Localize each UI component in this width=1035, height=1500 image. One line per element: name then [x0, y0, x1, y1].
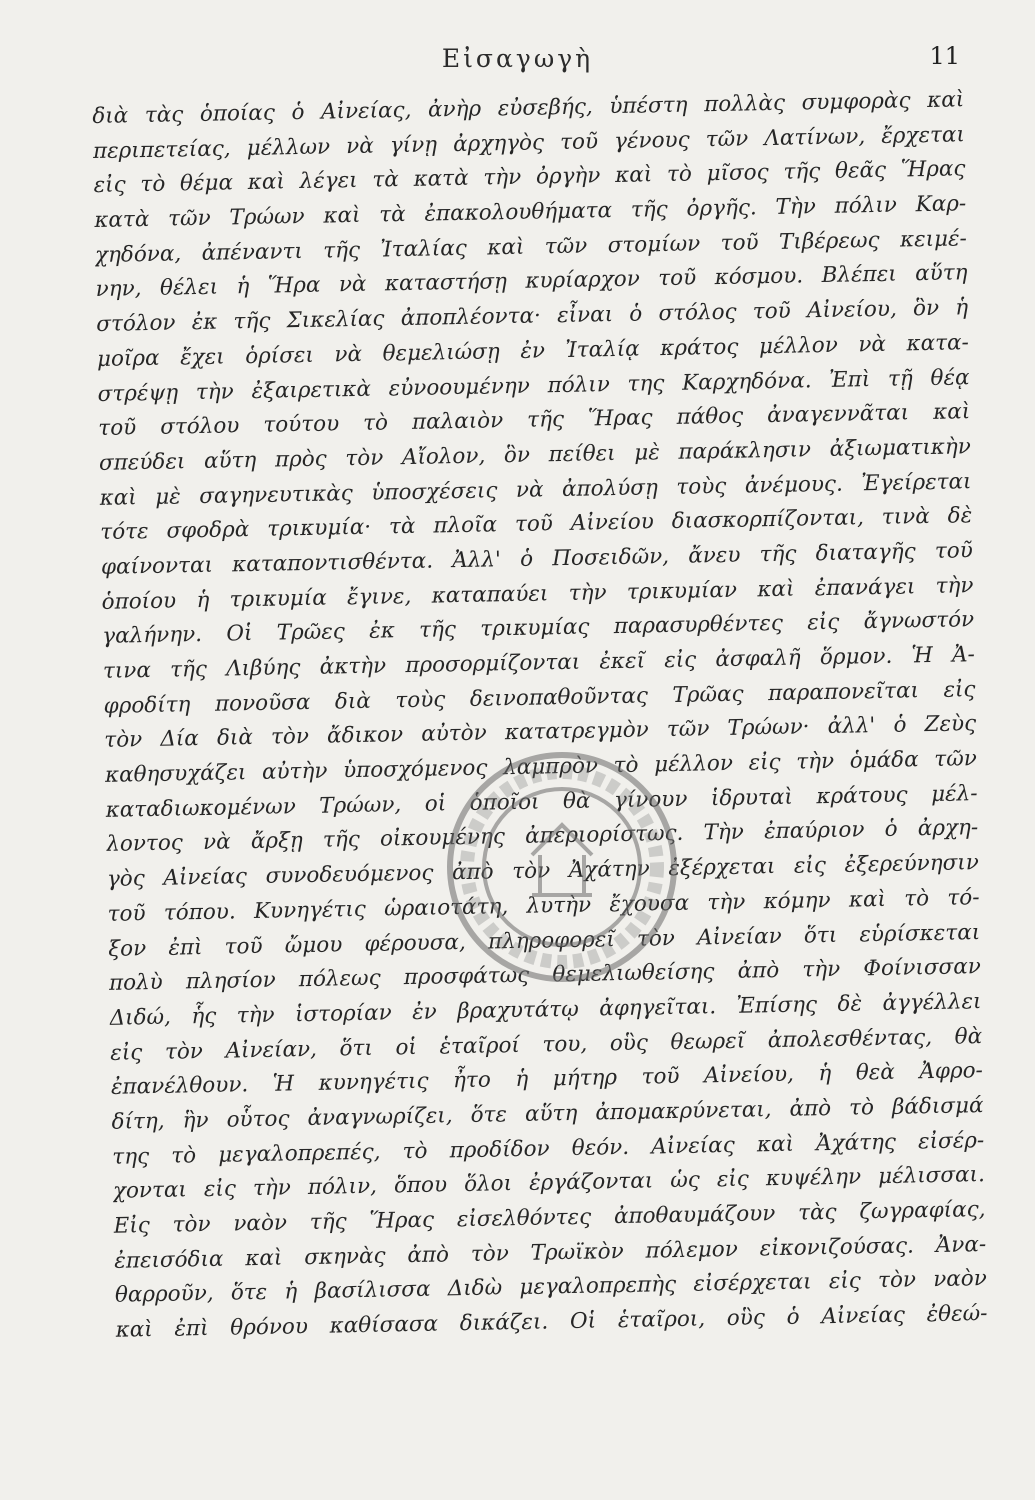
text-line: καταδιωκομένων Τρώων, οἱ ὁποῖοι θὰ γίνουν ἱδρυταὶ κράτους μέλ-: [105, 780, 978, 823]
text-line: λοντος νὰ ἄρξῃ τῆς οἰκουμένης ἀπεριορίστως. Τὴν ἐπαύριον ὁ ἀρχη-: [106, 815, 979, 858]
text-line: ἐπανέλθουν. Ἡ κυνηγέτις ἦτο ἡ μήτηρ τοῦ Αἰνείου, ἡ θεὰ Ἀφρο-: [110, 1058, 984, 1101]
text-line: στόλον ἐκ τῆς Σικελίας ἀποπλέοντα· εἶναι ὁ στόλος τοῦ Αἰνείου, ὃν ἡ: [96, 295, 969, 338]
running-header: [0, 40, 1035, 80]
text-line: κατὰ τῶν Τρώων καὶ τὰ ἐπακολουθήματα τῆς ὀργῆς. Τὴν πόλιν Καρ-: [94, 191, 967, 234]
text-line: χονται εἰς τὴν πόλιν, ὅπου ὅλοι ἐργάζονται ὡς εἰς κυψέλην μέλισσαι.: [112, 1162, 986, 1205]
text-line: τοῦ στόλου τούτου τὸ παλαιὸν τῆς Ἥρας πάθος ἀναγεννᾶται καὶ: [98, 399, 971, 442]
text-line: ὁποίου ἡ τρικυμία ἔγινε, καταπαύει τὴν τρικυμίαν καὶ ἐπανάγει τὴν: [101, 572, 974, 615]
text-line: καὶ μὲ σαγηνευτικὰς ὑποσχέσεις νὰ ἀπολύσῃ τοὺς ἀνέμους. Ἐγείρεται: [99, 468, 972, 511]
text-line: περιπετείας, μέλλων νὰ γίνῃ ἀρχηγὸς τοῦ γένους τῶν Λατίνων, ἔρχεται: [92, 121, 966, 164]
text-line: φαίνονται καταποντισθέντα. Ἀλλ' ὁ Ποσειδῶν, ἄνευ τῆς διαταγῆς τοῦ: [100, 538, 974, 580]
text-line: Διδώ, ἧς τὴν ἱστορίαν ἐν βραχυτάτῳ ἀφηγεῖται. Ἐπίσης δὲ ἀγγέλλει: [109, 988, 982, 1031]
text-line: πολὺ πλησίον πόλεως προσφάτως θεμελιωθείσης ἀπὸ τὴν Φοίνισσαν: [108, 954, 982, 997]
text-line: της τὸ μεγαλοπρεπές, τὸ προδίδον θεόν. Αἰνείας καὶ Ἀχάτης εἰσέρ-: [112, 1127, 985, 1170]
page-number: 11: [929, 42, 960, 70]
text-line: τότε σφοδρὰ τρικυμία· τὰ πλοῖα τοῦ Αἰνείου διασκορπίζονται, τινὰ δὲ: [100, 503, 973, 546]
text-line: φροδίτη πονοῦσα διὰ τοὺς δεινοπαθοῦντας Τρῶας παραπονεῖται εἰς: [103, 676, 976, 719]
text-line: διὰ τὰς ὁποίας ὁ Αἰνείας, ἀνὴρ εὐσεβής, ὑπέστη πολλὰς συμφορὰς καὶ: [92, 87, 965, 129]
text-line: ξον ἐπὶ τοῦ ὤμου φέρουσα, πληροφορεῖ τὸν Αἰνείαν ὅτι εὑρίσκεται: [108, 919, 981, 962]
text-line: στρέψῃ τὴν ἐξαιρετικὰ εὐνοουμένην πόλιν της Καρχηδόνα. Ἐπὶ τῇ θέᾳ: [97, 364, 970, 407]
text-line: Εἰς τὸν ναὸν τῆς Ἥρας εἰσελθόντες ἀποθαυμάζουν τὰς ζωγραφίας,: [113, 1197, 986, 1239]
running-title: Εἰσαγωγὴ: [441, 44, 594, 73]
text-line: εἰς τὸ θέμα καὶ λέγει τὰ κατὰ τὴν ὀργὴν καὶ τὸ μῖσος τῆς θεᾶς Ἥρας: [93, 156, 966, 199]
text-line: τινα τῆς Λιβύης ἀκτὴν προσορμίζονται ἐκεῖ εἰς ἀσφαλῆ ὅρμον. Ἡ Ἀ-: [102, 642, 976, 684]
text-line: τὸν Δία διὰ τὸν ἄδικον αὐτὸν κατατρεγμὸν τῶν Τρώων· ἀλλ' ὁ Ζεὺς: [104, 711, 977, 754]
text-line: γαλήνην. Οἱ Τρῶες ἐκ τῆς τρικυμίας παρασυρθέντες εἰς ἄγνωστόν: [102, 607, 975, 650]
text-line: χηδόνα, ἀπέναντι τῆς Ἰταλίας καὶ τῶν στομίων τοῦ Τιβέρεως κειμέ-: [94, 225, 968, 268]
text-line: καὶ ἐπὶ θρόνου καθίσασα δικάζει. Οἱ ἑταῖροι, οὓς ὁ Αἰνείας ἐθεώ-: [115, 1301, 988, 1343]
text-line: εἰς τὸν Αἰνείαν, ὅτι οἱ ἑταῖροί του, οὓς θεωρεῖ ἀπολεσθέντας, θὰ: [110, 1023, 983, 1066]
text-line: καθησυχάζει αὐτὴν ὑποσχόμενος λαμπρὸν τὸ μέλλον εἰς τὴν ὁμάδα τῶν: [104, 746, 978, 788]
text-line: θαρροῦν, ὅτε ἡ βασίλισσα Διδὼ μεγαλοπρεπὴς εἰσέρχεται εἰς τὸν ναὸν: [114, 1266, 988, 1309]
text-line: τοῦ τόπου. Κυνηγέτις ὡραιοτάτη, λυτὴν ἔχουσα τὴν κόμην καὶ τὸ τό-: [107, 884, 980, 927]
body-text: [92, 83, 988, 1348]
text-line: δίτη, ἣν οὗτος ἀναγνωρίζει, ὅτε αὕτη ἀπομακρύνεται, ἀπὸ τὸ βάδισμά: [111, 1093, 984, 1135]
text-line: νην, θέλει ἡ Ἥρα νὰ καταστήσῃ κυρίαρχον τοῦ κόσμου. Βλέπει αὕτη: [95, 260, 968, 303]
text-line: μοῖρα ἔχει ὁρίσει νὰ θεμελιώσῃ ἐν Ἰταλίᾳ κράτος μέλλον νὰ κατα-: [96, 330, 970, 372]
text-line: γὸς Αἰνείας συνοδευόμενος ἀπὸ τὸν Ἀχάτην ἐξέρχεται εἰς ἐξερεύνησιν: [106, 850, 980, 892]
text-line: σπεύδει αὕτη πρὸς τὸν Αἴολον, ὃν πείθει μὲ παράκλησιν ἀξιωματικὴν: [98, 434, 972, 476]
text-line: ἐπεισόδια καὶ σκηνὰς ἀπὸ τὸν Τρωϊκὸν πόλεμον εἰκονιζούσας. Ἀνα-: [114, 1231, 987, 1274]
